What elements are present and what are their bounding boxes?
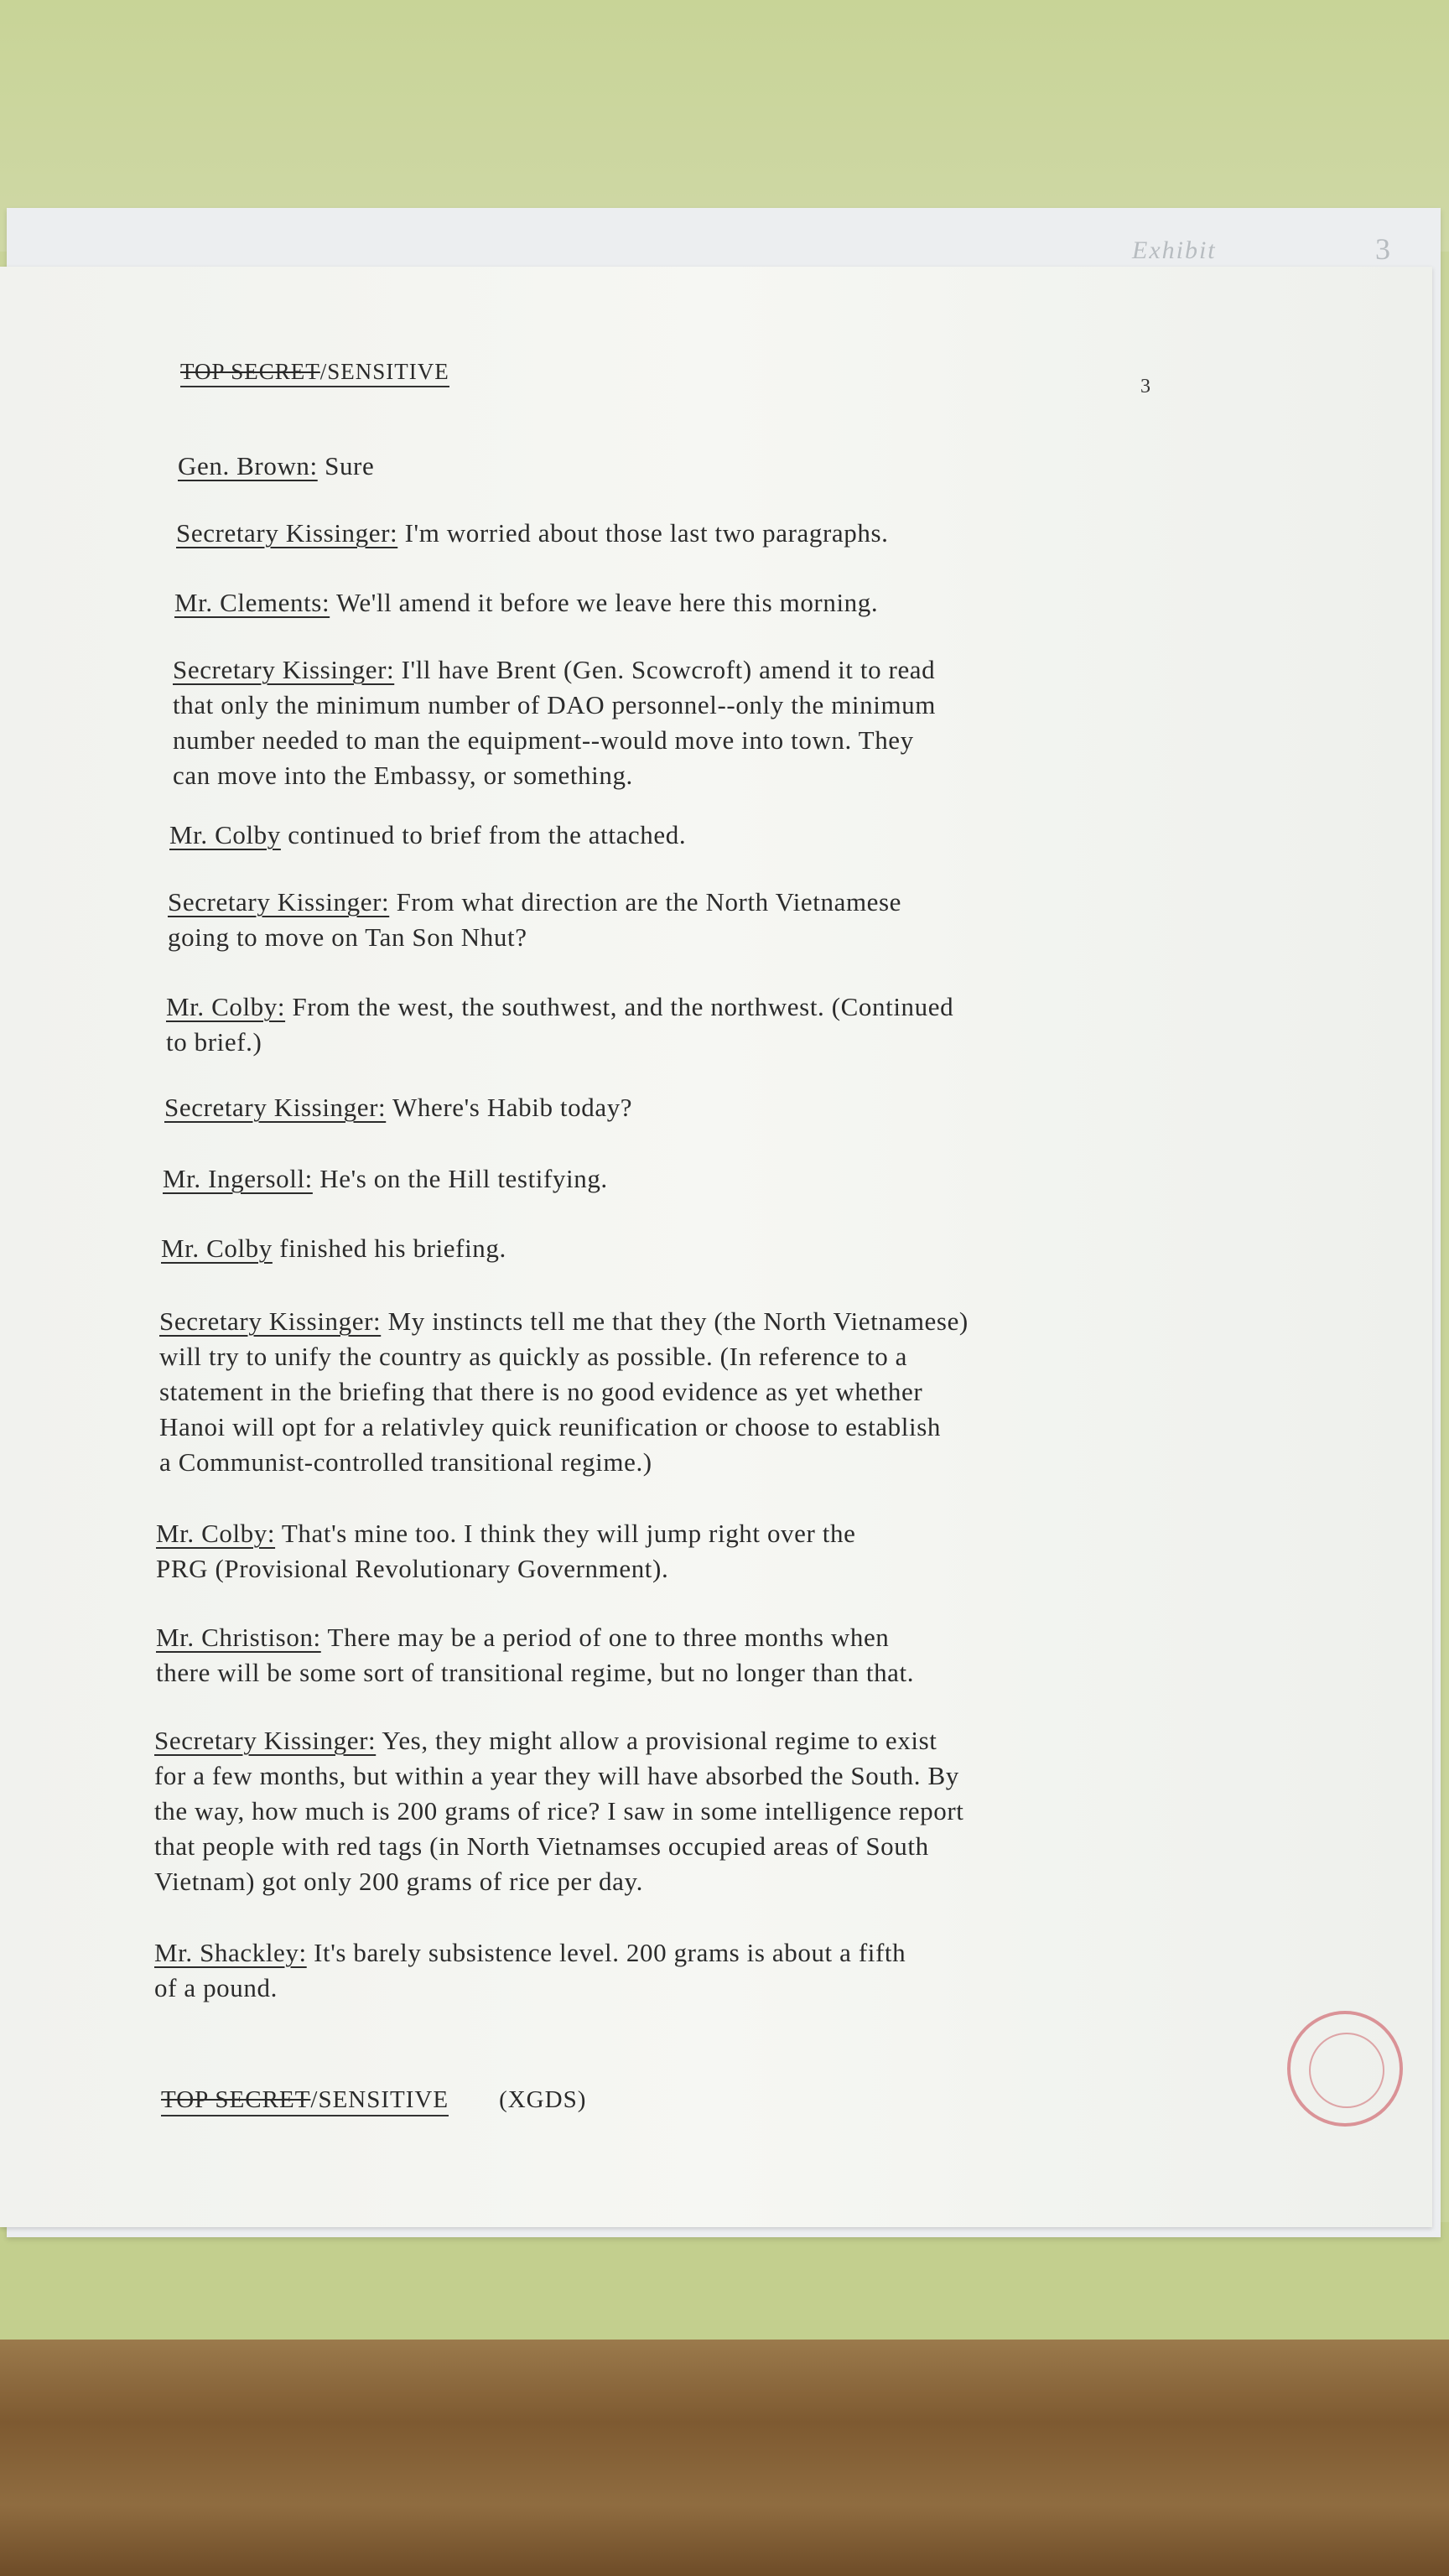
- transcript-paragraph: [156, 1516, 855, 1587]
- speech-line: From the west, the southwest, and the northwest. (Continued: [285, 992, 954, 1021]
- speech-line: to brief.): [166, 1027, 262, 1057]
- speech-line: that only the minimum number of DAO personnel--only the minimum: [173, 690, 936, 719]
- wooden-desk: [0, 2340, 1449, 2576]
- speech-line: the way, how much is 200 grams of rice? I saw in some intelligence report: [154, 1796, 964, 1826]
- speaker-name: Mr. Christison:: [156, 1623, 321, 1652]
- library-seal-stamp: [1287, 2011, 1403, 2127]
- speech-line: There may be a period of one to three months when: [320, 1623, 890, 1652]
- speech-line: My instincts tell me that they (the North Vietnamese): [381, 1306, 969, 1336]
- speech-line: He's on the Hill testifying.: [312, 1164, 608, 1193]
- speaker-name: Secretary Kissinger:: [159, 1306, 382, 1336]
- speech-line: PRG (Provisional Revolutionary Government).: [156, 1554, 669, 1583]
- speaker-name: Mr. Colby:: [166, 992, 286, 1021]
- page-number: 3: [1140, 376, 1150, 397]
- header-classification: [180, 359, 449, 385]
- speaker-name: Mr. Colby: [161, 1233, 273, 1263]
- speaker-name: Secretary Kissinger:: [173, 655, 395, 684]
- speech-line: It's barely subsistence level. 200 grams is about a fifth: [306, 1938, 906, 1967]
- speech-line: a Communist-controlled transitional regime.): [159, 1447, 652, 1477]
- transcript-paragraph: [173, 652, 936, 793]
- speaker-name: Secretary Kissinger:: [176, 518, 398, 548]
- speech-line: will try to unify the country as quickly as possible. (In reference to a: [159, 1342, 908, 1371]
- speaker-name: Secretary Kissinger:: [168, 887, 390, 917]
- speech-line: there will be some sort of transitional regime, but no longer than that.: [156, 1658, 915, 1687]
- transcript-paragraph: [164, 1090, 632, 1125]
- speech-line: From what direction are the North Vietnamese: [389, 887, 902, 917]
- underlying-sheet-mark: Exhibit: [1132, 236, 1217, 264]
- footer-classification: [161, 2086, 586, 2114]
- speaker-name: Mr. Shackley:: [154, 1938, 307, 1967]
- speech-line: That's mine too. I think they will jump right over the: [275, 1519, 856, 1548]
- speech-line: that people with red tags (in North Vietnamses occupied areas of South: [154, 1831, 929, 1861]
- transcript-paragraph: [169, 818, 686, 853]
- speaker-name: Mr. Colby: [169, 820, 281, 849]
- transcript-paragraph: [154, 1935, 906, 2006]
- speech-line: for a few months, but within a year they will have absorbed the South. By: [154, 1761, 959, 1790]
- speaker-name: Secretary Kissinger:: [154, 1726, 377, 1755]
- transcript-paragraph: [168, 885, 901, 955]
- speech-line: We'll amend it before we leave here this morning.: [330, 588, 879, 617]
- speech-line: of a pound.: [154, 1973, 278, 2002]
- speech-line: Hanoi will opt for a relativley quick reunification or choose to establish: [159, 1412, 941, 1441]
- transcript-paragraph: [166, 989, 953, 1060]
- speech-line: Sure: [317, 451, 375, 480]
- header-classification-suffix: /SENSITIVE: [319, 359, 449, 384]
- declassification-code: (XGDS): [499, 2086, 587, 2113]
- speech-line: Vietnam) got only 200 grams of rice per day.: [154, 1867, 643, 1896]
- header-classification-struck: TOP SECRET: [180, 359, 320, 384]
- speech-line: continued to brief from the attached.: [280, 820, 687, 849]
- speaker-name: Mr. Ingersoll:: [163, 1164, 313, 1193]
- speech-line: can move into the Embassy, or something.: [173, 761, 633, 790]
- folder-edge: [0, 2222, 1449, 2340]
- transcript-paragraph: [154, 1723, 964, 1899]
- transcript-paragraph: [161, 1231, 506, 1266]
- speech-line: Yes, they might allow a provisional regime to exist: [376, 1726, 937, 1755]
- transcript-paragraph: [176, 516, 889, 551]
- speaker-name: Gen. Brown:: [178, 451, 318, 480]
- underlying-sheet-number: 3: [1375, 232, 1390, 266]
- speech-line: going to move on Tan Son Nhut?: [168, 922, 527, 952]
- speech-line: I'm worried about those last two paragraphs.: [397, 518, 889, 548]
- speaker-name: Mr. Colby:: [156, 1519, 276, 1548]
- transcript-paragraph: [159, 1304, 969, 1480]
- speaker-name: Secretary Kissinger:: [164, 1093, 387, 1122]
- speech-line: statement in the briefing that there is no good evidence as yet whether: [159, 1377, 923, 1406]
- footer-classification-struck: TOP SECRET: [161, 2086, 311, 2113]
- library-seal-inner-ring: [1309, 2033, 1384, 2108]
- speaker-name: Mr. Clements:: [174, 588, 330, 617]
- speech-line: number needed to man the equipment--would move into town. They: [173, 725, 914, 755]
- speech-line: I'll have Brent (Gen. Scowcroft) amend it to read: [394, 655, 936, 684]
- transcript-paragraph: [178, 449, 374, 484]
- speech-line: finished his briefing.: [272, 1233, 506, 1263]
- transcript-paragraph: [156, 1620, 914, 1690]
- speech-line: Where's Habib today?: [386, 1093, 633, 1122]
- footer-classification-suffix: /SENSITIVE: [310, 2086, 449, 2113]
- transcript-paragraph: [163, 1161, 608, 1197]
- transcript-paragraph: [174, 585, 878, 621]
